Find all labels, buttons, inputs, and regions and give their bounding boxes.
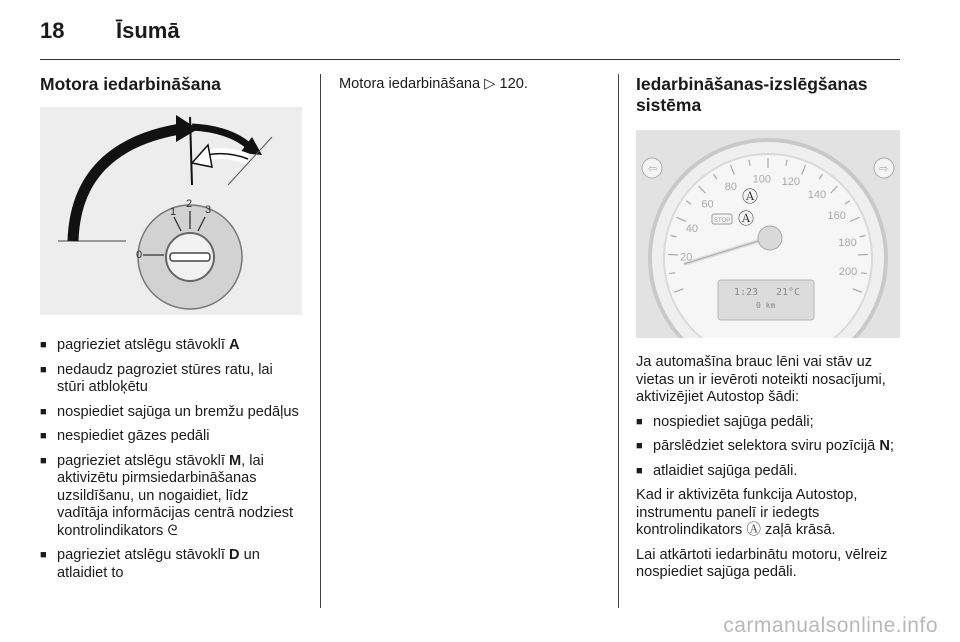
autostop-steps-list [636, 414, 902, 481]
stop-lamp-label: STOP [714, 218, 731, 224]
page-number: 18 [40, 18, 65, 43]
cluster-svg [636, 130, 900, 338]
position-label-0: 0 [136, 249, 143, 261]
list-item: ■ nospiediet sajūga pedāli; [636, 414, 902, 432]
speed-label: 100 [752, 173, 772, 186]
watermark: carmanualsonline.info [723, 614, 938, 637]
position-label-1: 1 [170, 206, 177, 218]
speed-label: 200 [838, 266, 858, 279]
display-temp: 21°C [776, 287, 801, 298]
page-header [40, 18, 900, 58]
page-ref-arrow-icon: ▷ [484, 76, 496, 92]
ignition-illustration [40, 107, 302, 315]
cross-reference: Motora iedarbināšana ▷ 120. [339, 76, 528, 92]
speed-label: 60 [701, 198, 714, 211]
restart-note: Lai atkārtoti iedarbinātu motoru, vēlreiz nospiediet sajūga pedāli. [636, 546, 888, 580]
autostop-intro: Ja automašīna brauc lēni vai stāv uz vietas un ir ievēroti noteikti nosacījumi, aktivizējiet Autostop šādi: [636, 354, 886, 405]
position-label-3: 3 [205, 204, 212, 216]
svg-text:Ⓐ: Ⓐ [742, 187, 759, 206]
list-item: ■ nospiediet sajūga un bremžu pedāļus [40, 404, 302, 422]
list-item: ■ atlaidiet sajūga pedāli. [636, 463, 902, 481]
section-heading-engine-start: Motora iedarbināšana [40, 74, 221, 94]
display-odo: 0 km [756, 301, 776, 310]
column-divider-1 [320, 74, 321, 608]
middle-column [339, 74, 599, 101]
list-item: ■ pagrieziet atslēgu stāvoklī M, lai aktivizētu pirmsiedarbināšanas uzsildīšanu, un nogaidiet, līdz vadītāja informācijas centrā nodziest kontrolindikators ᘓ [40, 453, 302, 541]
list-item: ■ nedaudz pagroziet stūres ratu, lai stūri atbloķētu [40, 362, 302, 397]
glow-plug-icon: ᘓ [167, 522, 178, 539]
autostop-active-note: Kad ir aktivizēta funkcija Autostop, instrumentu panelī ir iedegts kontrolindikators Ⓐ zaļā krāsā. [636, 487, 858, 538]
chapter-title: Īsumā [116, 18, 180, 43]
list-item: ■ nespiediet gāzes pedāli [40, 428, 302, 446]
instrument-cluster-illustration [636, 130, 900, 338]
svg-text:⇦: ⇦ [648, 162, 658, 175]
svg-text:⇨: ⇨ [879, 162, 889, 175]
left-column [40, 74, 302, 589]
list-item: ■ pagrieziet atslēgu stāvoklī D un atlaidiet to [40, 547, 302, 582]
speed-label: 80 [724, 181, 737, 194]
ignition-svg [40, 107, 302, 315]
column-divider-2 [618, 74, 619, 608]
speed-label: 160 [827, 210, 846, 223]
header-rule [40, 59, 900, 60]
display-time: 1:23 [734, 287, 759, 298]
page-ref-number[interactable]: 120. [499, 76, 528, 92]
speed-label: 180 [838, 237, 857, 250]
svg-text:Ⓐ: Ⓐ [738, 209, 755, 228]
right-column [636, 74, 902, 589]
speed-label: 140 [807, 188, 827, 201]
autostop-indicator-icon: Ⓐ [746, 522, 761, 538]
start-steps-list [40, 337, 302, 582]
position-label-2: 2 [186, 198, 193, 210]
speed-label: 20 [680, 251, 693, 264]
list-item: ■ pārslēdziet selektora sviru pozīcijā N; [636, 438, 902, 456]
speed-label: 120 [781, 175, 801, 188]
list-item: ■ pagrieziet atslēgu stāvoklī A [40, 337, 302, 355]
speed-label: 40 [685, 223, 699, 236]
section-heading-stop-start: Iedarbināšanas-izslēgšanas sistēma [636, 74, 868, 115]
